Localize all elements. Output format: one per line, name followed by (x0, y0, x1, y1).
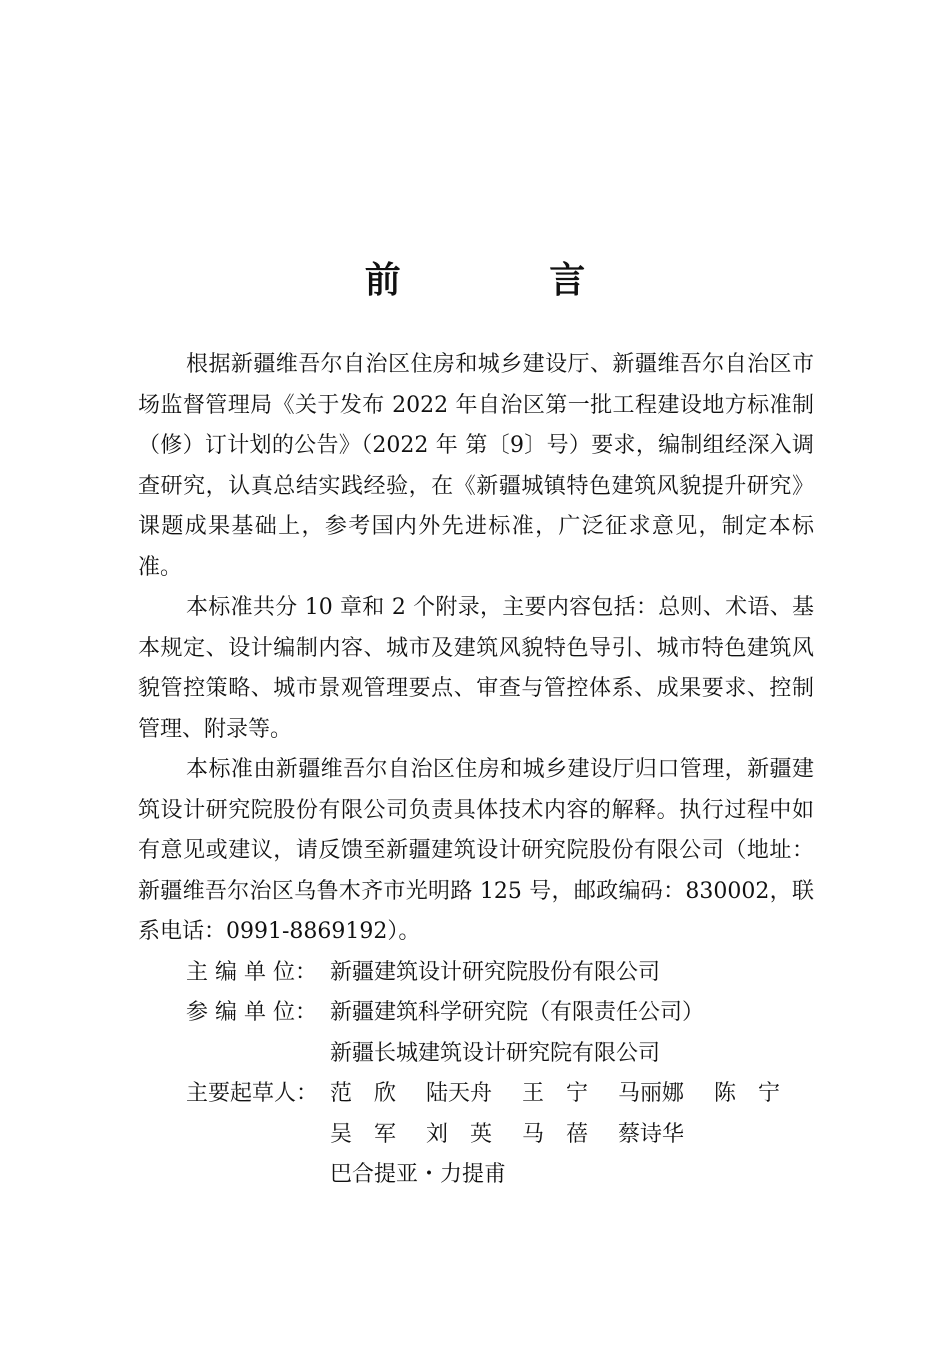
drafter-name: 陆天舟 (426, 1081, 493, 1106)
participating-unit: 新疆建筑科学研究院（有限责任公司） (330, 1000, 705, 1025)
drafters-line (330, 1115, 814, 1156)
drafter-name: 巴合提亚・力提甫 (330, 1162, 507, 1187)
drafter-name: 吴 军 (330, 1121, 397, 1147)
drafter-name: 范 欣 (330, 1081, 397, 1106)
drafter-name: 蔡诗华 (618, 1121, 685, 1147)
participating-units-label: 参 编 单 位： (186, 1000, 317, 1025)
drafter-name: 马丽娜 (618, 1081, 685, 1106)
preface-body (138, 345, 814, 1196)
paragraph-management: 本标准由新疆维吾尔自治区住房和城乡建设厅归口管理，新疆建筑设计研究院股份有限公司负责具体技术内容的解释。执行过程中如有意见或建议，请反馈至新疆建筑设计研究院股份有限公司（地址：新疆维吾尔治区乌鲁木齐市光明路 125 号，邮政编码：830002，联系电话：0991-8869192）。 (138, 757, 814, 944)
paragraph-basis: 根据新疆维吾尔自治区住房和城乡建设厅、新疆维吾尔自治区市场监督管理局《关于发布 2022 年自治区第一批工程建设地方标准制（修）订计划的公告》（2022 年 第〔9〕号）要求，编制组经深入调查研究，认真总结实践经验，在《新疆城镇特色建筑风貌提升研究》课题成果基础上，参考国内外先进标准，广泛征求意见，制定本标准。 (138, 352, 814, 580)
paragraph-contents: 本标准共分 10 章和 2 个附录，主要内容包括：总则、术语、基本规定、设计编制内容、城市及建筑风貌特色导引、城市特色建筑风貌管控策略、城市景观管理要点、审查与管控体系、成果要求、控制管理、附录等。 (138, 595, 814, 742)
participating-unit: 新疆长城建筑设计研究院有限公司 (330, 1040, 661, 1066)
participating-units-row (186, 993, 814, 1074)
chief-unit-label: 主 编 单 位： (186, 959, 317, 985)
chief-unit-row (186, 953, 814, 994)
drafter-name: 刘 英 (426, 1121, 493, 1147)
drafter-name: 王 宁 (522, 1081, 589, 1106)
drafters-label: 主要起草人： (186, 1081, 319, 1106)
page-title: 前 言 (364, 259, 654, 301)
drafters-row (186, 1074, 814, 1196)
drafters-line (330, 1155, 814, 1196)
drafter-name: 马 蓓 (522, 1121, 589, 1147)
chief-unit-value: 新疆建筑设计研究院股份有限公司 (330, 959, 661, 985)
drafters-line (330, 1074, 814, 1115)
drafter-name: 陈 宁 (714, 1081, 781, 1106)
